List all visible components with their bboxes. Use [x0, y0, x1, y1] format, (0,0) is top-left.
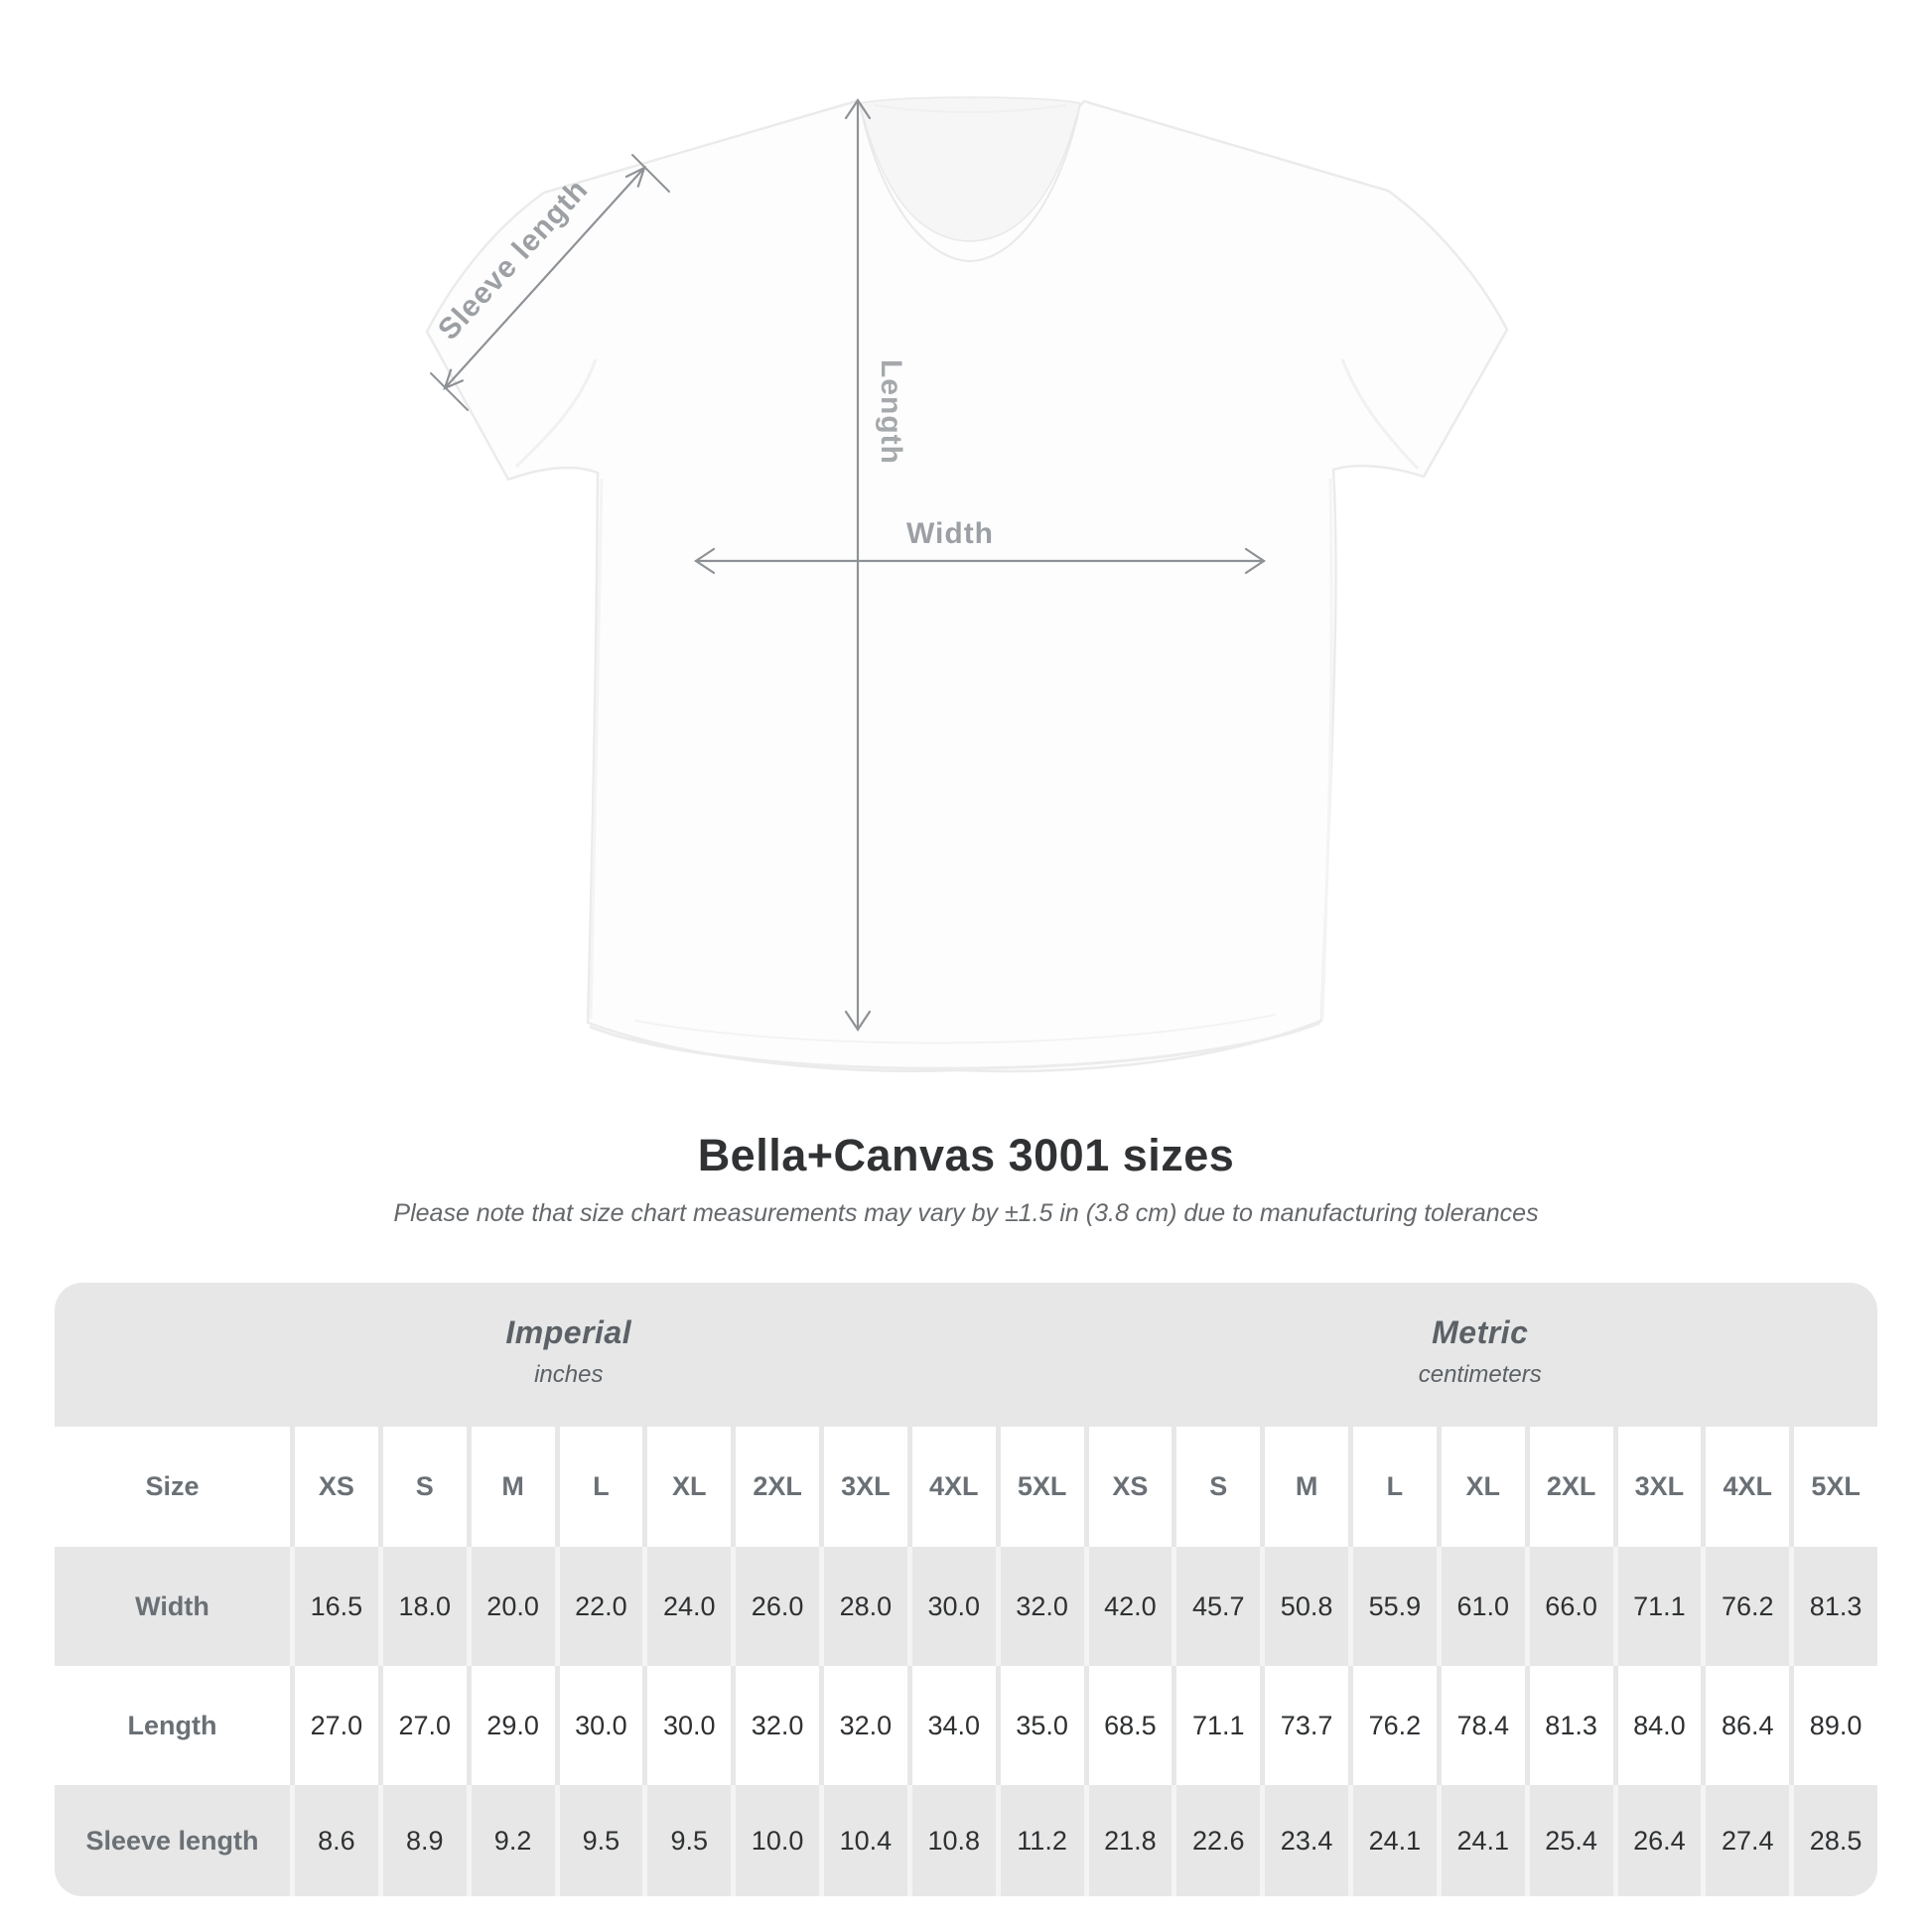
value-cell: 76.2: [1353, 1666, 1437, 1785]
size-header-cell: 4XL: [1706, 1427, 1789, 1547]
page-title: Bella+Canvas 3001 sizes: [697, 1130, 1235, 1180]
size-column-header: Size: [55, 1427, 290, 1547]
value-cell: 71.1: [1618, 1547, 1702, 1666]
size-header-cell: XS: [1089, 1427, 1173, 1547]
table-row: [55, 1666, 1877, 1785]
value-cell: 9.5: [647, 1785, 731, 1896]
value-cell: 10.4: [824, 1785, 907, 1896]
value-cell: 9.5: [560, 1785, 643, 1896]
size-header-cell: 2XL: [736, 1427, 819, 1547]
value-cell: 24.0: [647, 1547, 731, 1666]
size-table: [55, 1283, 1877, 1896]
size-header-cell: XS: [295, 1427, 378, 1547]
metric-section-header: [1083, 1283, 1877, 1427]
value-cell: 27.4: [1706, 1785, 1789, 1896]
value-cell: 24.1: [1353, 1785, 1437, 1896]
imperial-units: inches: [534, 1361, 604, 1388]
value-cell: 28.0: [824, 1547, 907, 1666]
value-cell: 32.0: [1001, 1547, 1084, 1666]
table-row: [55, 1785, 1877, 1896]
value-cell: 68.5: [1089, 1666, 1173, 1785]
value-cell: 18.0: [383, 1547, 467, 1666]
size-header-cell: 4XL: [912, 1427, 996, 1547]
value-cell: 84.0: [1618, 1666, 1702, 1785]
value-cell: 30.0: [912, 1547, 996, 1666]
value-cell: 10.8: [912, 1785, 996, 1896]
value-cell: 42.0: [1089, 1547, 1173, 1666]
width-label: Width: [905, 517, 995, 550]
sleeve-length-label: Sleeve length: [432, 173, 595, 346]
value-cell: 32.0: [824, 1666, 907, 1785]
size-header-cell: S: [1176, 1427, 1260, 1547]
value-cell: 86.4: [1706, 1666, 1789, 1785]
value-cell: 8.9: [383, 1785, 467, 1896]
value-cell: 66.0: [1530, 1547, 1613, 1666]
value-cell: 55.9: [1353, 1547, 1437, 1666]
value-cell: 32.0: [736, 1666, 819, 1785]
value-cell: 28.5: [1794, 1785, 1877, 1896]
value-cell: 24.1: [1442, 1785, 1525, 1896]
size-header-cell: L: [1353, 1427, 1437, 1547]
tshirt-illustration: [427, 97, 1507, 1071]
size-header-cell: L: [560, 1427, 643, 1547]
value-cell: 81.3: [1794, 1547, 1877, 1666]
value-cell: 25.4: [1530, 1785, 1613, 1896]
value-cell: 30.0: [560, 1666, 643, 1785]
size-header-cell: M: [1265, 1427, 1348, 1547]
value-cell: 73.7: [1265, 1666, 1348, 1785]
value-cell: 16.5: [295, 1547, 378, 1666]
value-cell: 20.0: [472, 1547, 555, 1666]
metric-label: Metric: [1432, 1314, 1529, 1350]
value-cell: 34.0: [912, 1666, 996, 1785]
value-cell: 22.6: [1176, 1785, 1260, 1896]
value-cell: 78.4: [1442, 1666, 1525, 1785]
row-label: Length: [55, 1666, 290, 1785]
table-row: [55, 1547, 1877, 1666]
unit-header-row: [55, 1283, 1877, 1427]
value-cell: 23.4: [1265, 1785, 1348, 1896]
value-cell: 61.0: [1442, 1547, 1525, 1666]
value-cell: 29.0: [472, 1666, 555, 1785]
value-cell: 76.2: [1706, 1547, 1789, 1666]
size-header-row: [55, 1427, 1877, 1547]
value-cell: 27.0: [383, 1666, 467, 1785]
size-header-cell: 3XL: [824, 1427, 907, 1547]
size-header-cell: XL: [647, 1427, 731, 1547]
size-header-cell: M: [472, 1427, 555, 1547]
value-cell: 8.6: [295, 1785, 378, 1896]
value-cell: 27.0: [295, 1666, 378, 1785]
size-header-cell: XL: [1442, 1427, 1525, 1547]
value-cell: 89.0: [1794, 1666, 1877, 1785]
value-cell: 26.4: [1618, 1785, 1702, 1896]
value-cell: 22.0: [560, 1547, 643, 1666]
row-label: Width: [55, 1547, 290, 1666]
value-cell: 50.8: [1265, 1547, 1348, 1666]
metric-units: centimeters: [1418, 1361, 1542, 1388]
length-label: Length: [875, 359, 907, 465]
imperial-section-header: [55, 1283, 1083, 1427]
value-cell: 21.8: [1089, 1785, 1173, 1896]
imperial-label: Imperial: [505, 1314, 632, 1350]
value-cell: 10.0: [736, 1785, 819, 1896]
value-cell: 71.1: [1176, 1666, 1260, 1785]
row-label: Sleeve length: [55, 1785, 290, 1896]
value-cell: 35.0: [1001, 1666, 1084, 1785]
page-subtitle: Please note that size chart measurements may vary by ±1.5 in (3.8 cm) due to manufacturing tolerances: [393, 1199, 1539, 1227]
value-cell: 45.7: [1176, 1547, 1260, 1666]
value-cell: 11.2: [1001, 1785, 1084, 1896]
value-cell: 9.2: [472, 1785, 555, 1896]
size-header-cell: 5XL: [1001, 1427, 1084, 1547]
size-header-cell: 5XL: [1794, 1427, 1877, 1547]
size-header-cell: 2XL: [1530, 1427, 1613, 1547]
value-cell: 30.0: [647, 1666, 731, 1785]
value-cell: 26.0: [736, 1547, 819, 1666]
tshirt-body: [427, 101, 1507, 1071]
size-header-cell: 3XL: [1618, 1427, 1702, 1547]
value-cell: 81.3: [1530, 1666, 1613, 1785]
size-header-cell: S: [383, 1427, 467, 1547]
